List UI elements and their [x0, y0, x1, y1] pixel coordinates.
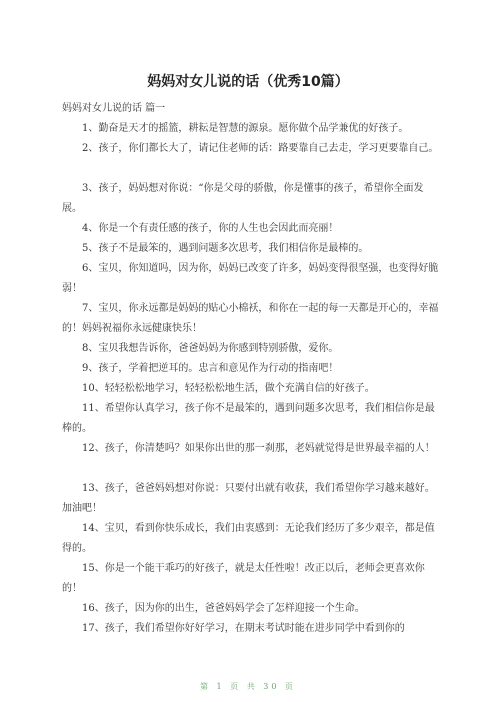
paragraph: 17、孩子，我们希望你好好学习，在期末考试时能在进步同学中看到你的: [82, 623, 405, 634]
paragraph: 2、孩子，你们都长大了，请记住老师的话：路要靠自己去走，学习更要靠自己。: [82, 143, 439, 154]
section-heading: 妈妈对女儿说的话 篇一: [62, 103, 166, 114]
paragraph: 12、孩子，你清楚吗？如果你出世的那一刹那，老妈就觉得是世界最幸福的人！: [82, 443, 435, 454]
paragraph: 1、勤奋是天才的摇篮，耕耘是智慧的源泉。愿你做个品学兼优的好孩子。: [82, 123, 409, 134]
paragraph: 6、宝贝，你知道吗，因为你，妈妈已改变了许多，妈妈变得很坚强，也变得好脆弱！: [62, 263, 439, 294]
document-title: 妈妈对女儿说的话（优秀10篇）: [147, 74, 349, 90]
paragraph: 10、轻轻松松地学习，轻轻松松地生活，做个充满自信的好孩子。: [82, 383, 375, 394]
paragraph: 5、孩子不是最笨的，遇到问题多次思考，我们相信你是最棒的。: [82, 243, 369, 254]
page-footer: 第 1 页 共 30 页: [200, 682, 296, 691]
paragraph: 16、孩子，因为你的出生，爸爸妈妈学会了怎样迎接一个生命。: [82, 603, 365, 614]
paragraph: 14、宝贝，看到你快乐成长，我们由衷感到：无论我们经历了多少艰辛，都是值得的。: [62, 523, 435, 554]
paragraph: 7、宝贝，你永远都是妈妈的贴心小棉袄，和你在一起的每一天都是开心的，幸福的！妈妈祝福你永远健康快乐！: [62, 303, 439, 334]
paragraph: 8、宝贝我想告诉你，爸爸妈妈为你感到特别骄傲，爱你。: [82, 343, 339, 354]
paragraph: 13、孩子，爸爸妈妈想对你说：只要付出就有收获，我们希望你学习越来越好。加油吧！: [62, 483, 435, 514]
paragraph: 9、孩子，学着把逆耳的。忠言和意见作为行动的指南吧！: [82, 363, 339, 374]
paragraph: 15、你是一个能干乖巧的好孩子，就是太任性啦！改正以后，老师会更喜欢你的！: [62, 563, 425, 594]
paragraph: 11、希望你认真学习，孩子你不是最笨的，遇到问题多次思考，我们相信你是最棒的。: [62, 403, 435, 434]
paragraph: 3、孩子，妈妈想对你说：“你是父母的骄傲，你是懂事的孩子，希望你全面发展。: [62, 183, 424, 214]
paragraph: 4、你是一个有责任感的孩子，你的人生也会因此而亮丽！: [82, 223, 339, 234]
